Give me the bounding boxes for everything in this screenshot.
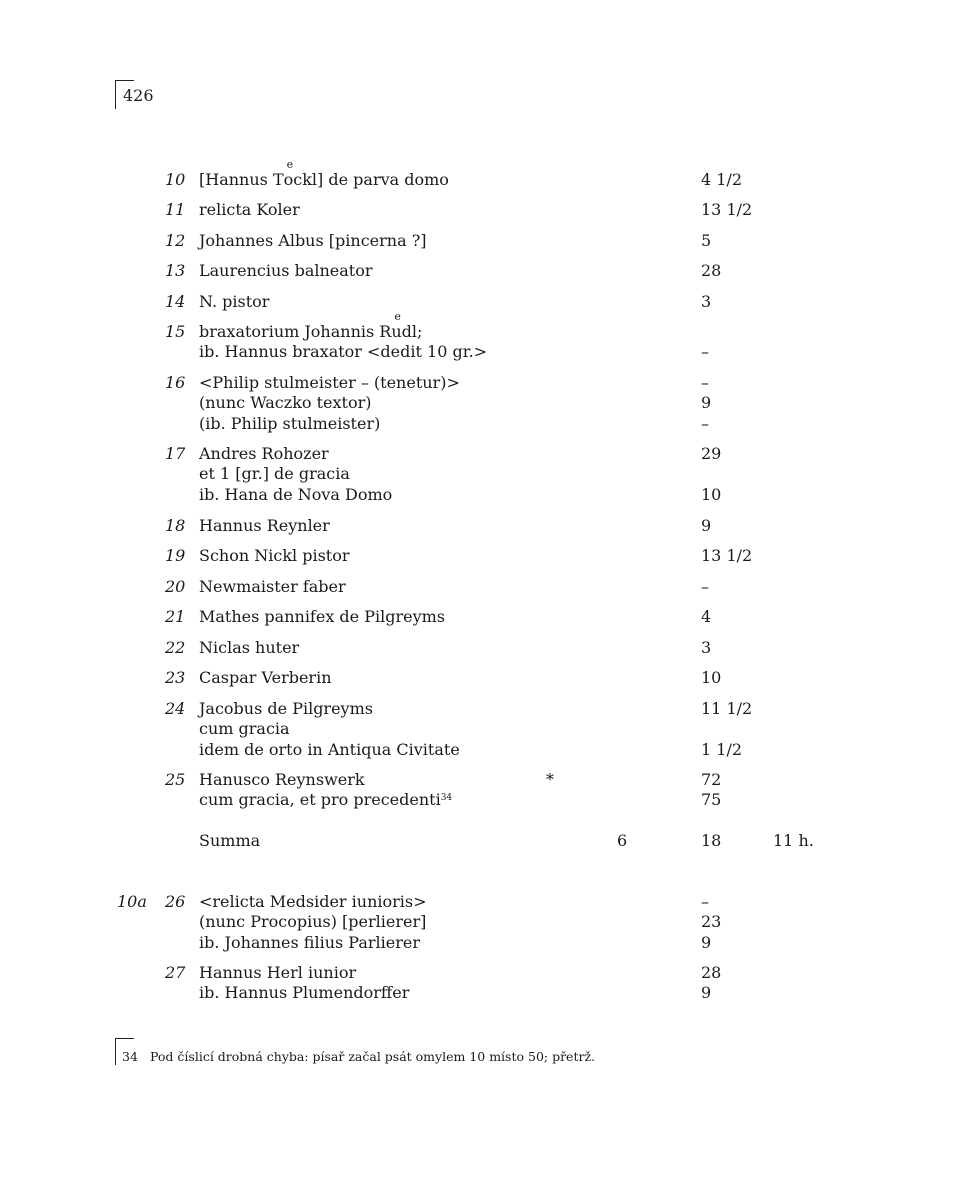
text-segment: ib. Hannus Plumendorffer (199, 983, 410, 1003)
register-entry (0, 261, 960, 281)
entry-text (199, 170, 449, 190)
text-segment: Laurencius balneator (199, 261, 373, 280)
amount-value: 9 (701, 393, 712, 413)
amount-value: – (701, 373, 709, 392)
text-segment: Hannus Herl iunior (199, 963, 357, 982)
entry-number: 17 (165, 444, 186, 463)
entry-line (0, 963, 960, 983)
page-number: 426 (123, 86, 154, 105)
text-segment: relicta Koler (199, 200, 300, 219)
entry-text (199, 485, 392, 505)
text-segment: Schon Nickl pistor (199, 546, 350, 565)
entry-line (0, 740, 960, 760)
entry-line (0, 231, 960, 251)
entry-text (199, 740, 460, 760)
text-segment: cum gracia, et pro precedenti (199, 790, 441, 810)
register-entry (0, 577, 960, 597)
superscript-e-letter: e o (284, 170, 294, 190)
amount-value: – (701, 892, 709, 911)
entry-text (199, 373, 460, 393)
text-segment: <Philip stulmeister – (tenetur)> (199, 373, 460, 392)
entry-number: 12 (165, 231, 186, 250)
entry-number: 27 (165, 963, 186, 982)
amount-value: 9 (701, 983, 712, 1003)
text-segment: Hanusco Reynswerk (199, 770, 365, 789)
amount-value: 3 (701, 292, 712, 311)
entry-text (199, 444, 329, 464)
entry-line (0, 414, 960, 434)
entry-line (0, 790, 960, 810)
amount-value: 4 (701, 607, 712, 626)
entry-line (0, 292, 960, 312)
text-segment: [Hannus T (199, 170, 284, 189)
asterisk-mark: * (546, 770, 554, 789)
register-entry (0, 516, 960, 536)
superscript-e-letter: e u (391, 322, 401, 342)
text-segment: (nunc Procopius) [perlierer] (199, 912, 427, 932)
amount-value: 9 (701, 932, 712, 952)
entry-line (0, 983, 960, 1003)
entry-line (0, 577, 960, 597)
amount-value: 75 (701, 790, 722, 810)
summa-value-3: 11 h. (773, 831, 814, 850)
text-segment: Newmaister faber (199, 577, 346, 596)
register-entry (0, 770, 960, 811)
summa-line (0, 831, 960, 851)
entry-text (199, 699, 373, 719)
entry-number: 16 (165, 373, 186, 392)
register-entry (0, 892, 960, 953)
text-segment: idem de orto in Antiqua Civitate (199, 739, 460, 759)
entry-number: 10 (165, 170, 186, 189)
entry-number: 25 (165, 770, 186, 789)
entry-line (0, 342, 960, 362)
entry-line (0, 322, 960, 342)
entry-text (199, 292, 269, 312)
entry-text (199, 393, 371, 413)
register-entry (0, 231, 960, 251)
amount-value: 4 1/2 (701, 170, 743, 189)
entry-text (199, 342, 487, 362)
register-entry (0, 170, 960, 190)
entry-text (199, 607, 445, 627)
text-segment: Niclas huter (199, 638, 300, 657)
entry-text (199, 414, 380, 434)
entry-text (199, 983, 409, 1003)
register-entry (0, 322, 960, 363)
entry-line (0, 464, 960, 484)
summa-value-1: 6 (617, 831, 628, 850)
text-segment: <relicta Medsider iunioris> (199, 892, 427, 911)
entry-text (199, 516, 330, 536)
text-segment: N. pistor (199, 292, 270, 311)
text-segment: Johannes Albus [pincerna ?] (199, 231, 427, 250)
amount-value: 72 (701, 770, 722, 789)
amount-value: 13 1/2 (701, 546, 753, 565)
entry-line (0, 699, 960, 719)
register-entry (0, 699, 960, 760)
entry-line (0, 516, 960, 536)
entry-text (199, 261, 373, 281)
amount-value: 1 1/2 (701, 739, 743, 759)
register-entry (0, 373, 960, 434)
entry-number: 24 (165, 699, 186, 718)
register-entry (0, 963, 960, 1004)
entry-line (0, 933, 960, 953)
entry-number: 22 (165, 638, 186, 657)
entry-line (0, 393, 960, 413)
text-segment: (nunc Waczko textor) (199, 393, 372, 413)
amount-value: 11 1/2 (701, 699, 753, 718)
entry-line (0, 546, 960, 566)
entry-line (0, 912, 960, 932)
amount-value: 9 (701, 516, 712, 535)
entry-line (0, 261, 960, 281)
entry-text (199, 231, 427, 251)
amount-value: 28 (701, 963, 722, 982)
entry-line (0, 719, 960, 739)
entry-line (0, 892, 960, 912)
entry-line (0, 607, 960, 627)
amount-value: 10 (701, 484, 722, 504)
entry-line (0, 200, 960, 220)
summa-label: Summa (199, 831, 261, 850)
entry-number: 14 (165, 292, 186, 311)
summa-value-2: 18 (701, 831, 722, 850)
entry-text (199, 719, 290, 739)
register-entry (0, 607, 960, 627)
entry-line (0, 485, 960, 505)
entry-text (199, 200, 300, 220)
entry-number: 21 (165, 607, 186, 626)
entry-line (0, 770, 960, 790)
register-entry (0, 546, 960, 566)
text-segment: Mathes pannifex de Pilgreyms (199, 607, 446, 626)
entry-text (199, 577, 346, 597)
amount-value: 23 (701, 912, 722, 932)
amount-value: 5 (701, 231, 712, 250)
amount-value: 13 1/2 (701, 200, 753, 219)
register-entry (0, 292, 960, 312)
amount-value: 10 (701, 668, 722, 687)
entry-text (199, 668, 332, 688)
entry-number: 13 (165, 261, 186, 280)
entry-number: 11 (165, 200, 186, 219)
register-entry (0, 638, 960, 658)
amount-value: 28 (701, 261, 722, 280)
entry-text (199, 790, 452, 810)
amount-value: 29 (701, 444, 722, 463)
entry-text (199, 963, 356, 983)
text-segment: (ib. Philip stulmeister) (199, 413, 381, 433)
entry-number: 19 (165, 546, 186, 565)
text-segment: ib. Hana de Nova Domo (199, 484, 393, 504)
footnote-number: 34 (122, 1049, 138, 1064)
text-segment: cum gracia (199, 719, 290, 739)
amount-value: – (701, 342, 709, 362)
register-entry (0, 444, 960, 505)
text-segment: braxatorium Johannis R (199, 322, 392, 341)
entry-line (0, 444, 960, 464)
entry-number: 15 (165, 322, 186, 341)
text-segment: ckl] de parva domo (293, 170, 449, 189)
entry-line (0, 638, 960, 658)
entry-line (0, 170, 960, 190)
register-entry (0, 668, 960, 688)
summa-row (0, 831, 960, 851)
entry-text (199, 892, 427, 912)
register-entry (0, 200, 960, 220)
text-segment: Caspar Verberin (199, 668, 332, 687)
text-segment: ib. Hannus braxator <dedit 10 gr.> (199, 342, 488, 362)
entry-number: 26 (165, 892, 186, 911)
entry-text (199, 322, 422, 342)
entry-text (199, 933, 420, 953)
entry-number: 23 (165, 668, 186, 687)
entry-text (199, 912, 426, 932)
entry-text (199, 638, 299, 658)
footnote-reference: 34 (440, 793, 453, 804)
amount-value: 3 (701, 638, 712, 657)
amount-value: – (701, 413, 709, 433)
entry-text (199, 770, 365, 790)
text-segment: Jacobus de Pilgreyms (199, 699, 373, 718)
section-marker: 10a (117, 892, 147, 911)
entry-text (199, 464, 350, 484)
entry-line (0, 373, 960, 393)
amount-value: – (701, 577, 709, 596)
text-segment: Hannus Reynler (199, 516, 330, 535)
entry-number: 20 (165, 577, 186, 596)
text-segment: ib. Johannes filius Parlierer (199, 932, 421, 952)
entry-line (0, 668, 960, 688)
text-segment: dl; (401, 322, 423, 341)
entry-number: 18 (165, 516, 186, 535)
text-segment: Andres Rohozer (199, 444, 329, 463)
footnote-text: Pod číslicí drobná chyba: písař začal psát omylem 10 místo 50; přetrž. (150, 1049, 596, 1064)
entry-text (199, 546, 350, 566)
text-segment: et 1 [gr.] de gracia (199, 464, 350, 484)
